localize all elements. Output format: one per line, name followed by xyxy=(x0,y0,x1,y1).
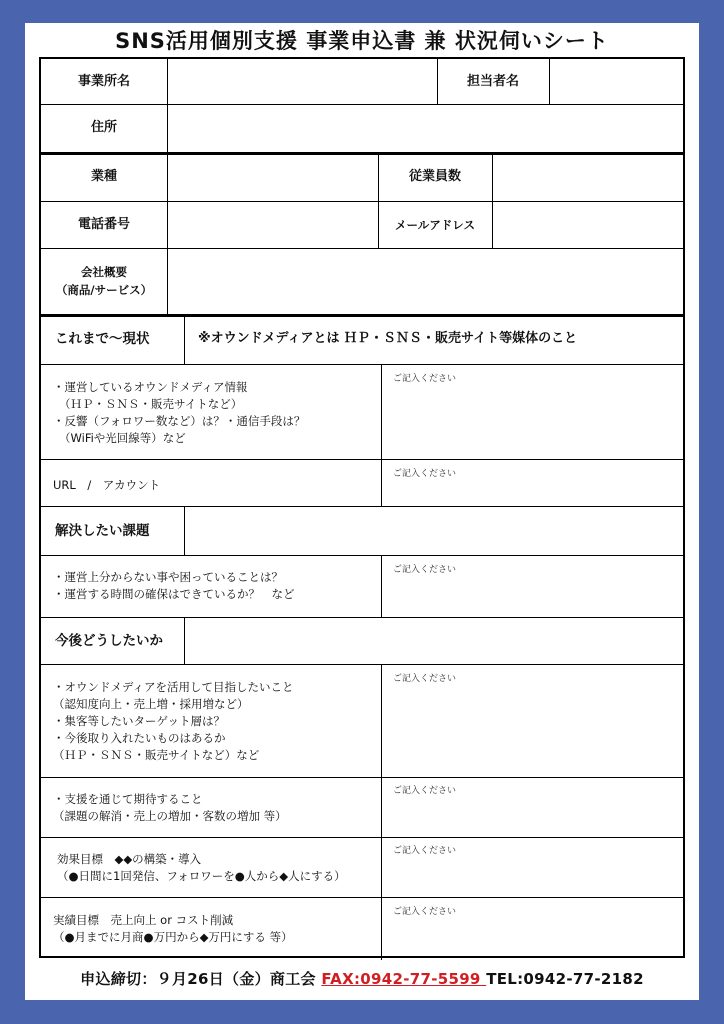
future-answer-2-placeholder[interactable]: ご記入ください xyxy=(393,786,457,796)
future-heading-field[interactable] xyxy=(186,619,683,662)
application-sheet xyxy=(25,23,699,1000)
email-field[interactable] xyxy=(494,203,683,246)
future-q3-line-1: 効果目標 ◆◆の構築・導入 xyxy=(57,852,202,866)
overview-line-1: 会社概要 xyxy=(81,265,127,279)
future-answer-4-placeholder[interactable]: ご記入ください xyxy=(393,907,457,917)
label-industry: 業種 xyxy=(90,168,117,184)
future-q1-line-3: ・集客等したいターゲット層は？ xyxy=(53,714,226,728)
tel-text: TEL:0942-77-2182 xyxy=(486,970,644,988)
business-name-field[interactable] xyxy=(169,61,435,102)
contact-person-field[interactable] xyxy=(551,61,683,102)
future-q3-line-2: （●日間に1回発信、フォロワーを●人から◆人にする） xyxy=(57,869,346,883)
issues-answer-placeholder[interactable]: ご記入ください xyxy=(393,565,457,575)
current-q1-line-1: ・運営しているオウンドメディア情報 xyxy=(53,380,248,394)
issues-q1-line-1: ・運営上分からない事や困っていることは？ xyxy=(53,570,283,584)
section-future-heading: 今後どうしたいか xyxy=(55,632,163,649)
future-q2-line-2: （課題の解消・売上の増加・客数の増加 等） xyxy=(53,809,287,823)
footer-contact xyxy=(25,969,699,989)
label-contact-person: 担当者名 xyxy=(466,73,519,89)
future-q4-line-1: 実績目標 売上向上 or コスト削減 xyxy=(53,913,234,927)
label-company-overview xyxy=(41,248,167,314)
address-field[interactable] xyxy=(169,106,683,150)
current-question-1 xyxy=(53,379,305,447)
section-current-heading: これまで〜現状 xyxy=(55,331,150,347)
future-q1-line-4: ・今後取り入れたいものはあるか xyxy=(53,731,226,745)
future-q2-line-1: ・支援を通じて期待すること xyxy=(53,792,203,806)
current-question-2: URL / アカウント xyxy=(53,478,161,492)
future-q1-line-2: （認知度向上・売上増・採用増など） xyxy=(53,697,249,711)
current-q1-line-4: （WiFiや光回線等）など xyxy=(59,431,186,445)
company-overview-field[interactable] xyxy=(169,250,683,312)
deadline-text: 申込締切：９月26日（金）商工会 xyxy=(80,970,322,988)
current-q1-line-3: ・反響（フォロワー数など）は？・通信手段は？ xyxy=(53,414,306,428)
section-issues-heading: 解決したい課題 xyxy=(55,522,150,539)
future-q1-line-5: （ＨＰ・ＳＮＳ・販売サイトなど）など xyxy=(53,748,260,762)
overview-line-2: （商品/サービス） xyxy=(55,283,153,297)
future-question-1 xyxy=(53,679,293,764)
future-question-3 xyxy=(57,851,346,885)
fax-link[interactable]: FAX:0942-77-5599 xyxy=(321,970,487,988)
industry-field[interactable] xyxy=(169,155,376,199)
label-employees: 従業員数 xyxy=(408,168,461,184)
current-answer-1-placeholder[interactable]: ご記入ください xyxy=(393,374,457,384)
label-address: 住所 xyxy=(90,120,117,135)
phone-field[interactable] xyxy=(169,203,376,246)
future-question-4 xyxy=(53,912,293,946)
issues-heading-field[interactable] xyxy=(186,508,683,553)
future-answer-3-placeholder[interactable]: ご記入ください xyxy=(393,846,457,856)
current-q1-line-2: （ＨＰ・ＳＮＳ・販売サイトなど） xyxy=(59,397,243,411)
application-form xyxy=(39,57,685,958)
issues-q1-line-2: ・運営する時間の確保はできているか？ など xyxy=(53,587,295,601)
future-q4-line-2: （●月までに月商●万円から◆万円にする 等） xyxy=(53,930,293,944)
page-title: SNS活用個別支援 事業申込書 兼 状況伺いシート xyxy=(115,29,609,53)
label-business-name: 事業所名 xyxy=(77,73,130,89)
future-question-2 xyxy=(53,791,287,825)
employees-field[interactable] xyxy=(494,155,683,199)
future-q1-line-1: ・オウンドメディアを活用して目指したいこと xyxy=(53,680,294,694)
current-answer-2-placeholder[interactable]: ご記入ください xyxy=(393,469,457,479)
label-phone: 電話番号 xyxy=(77,216,130,232)
label-email: メールアドレス xyxy=(395,217,475,232)
future-answer-1-placeholder[interactable]: ご記入ください xyxy=(393,674,457,684)
issues-question-1 xyxy=(53,569,295,603)
owned-media-note: ※オウンドメディアとは ＨＰ・ＳＮＳ・販売サイト等媒体のこと xyxy=(198,331,578,346)
